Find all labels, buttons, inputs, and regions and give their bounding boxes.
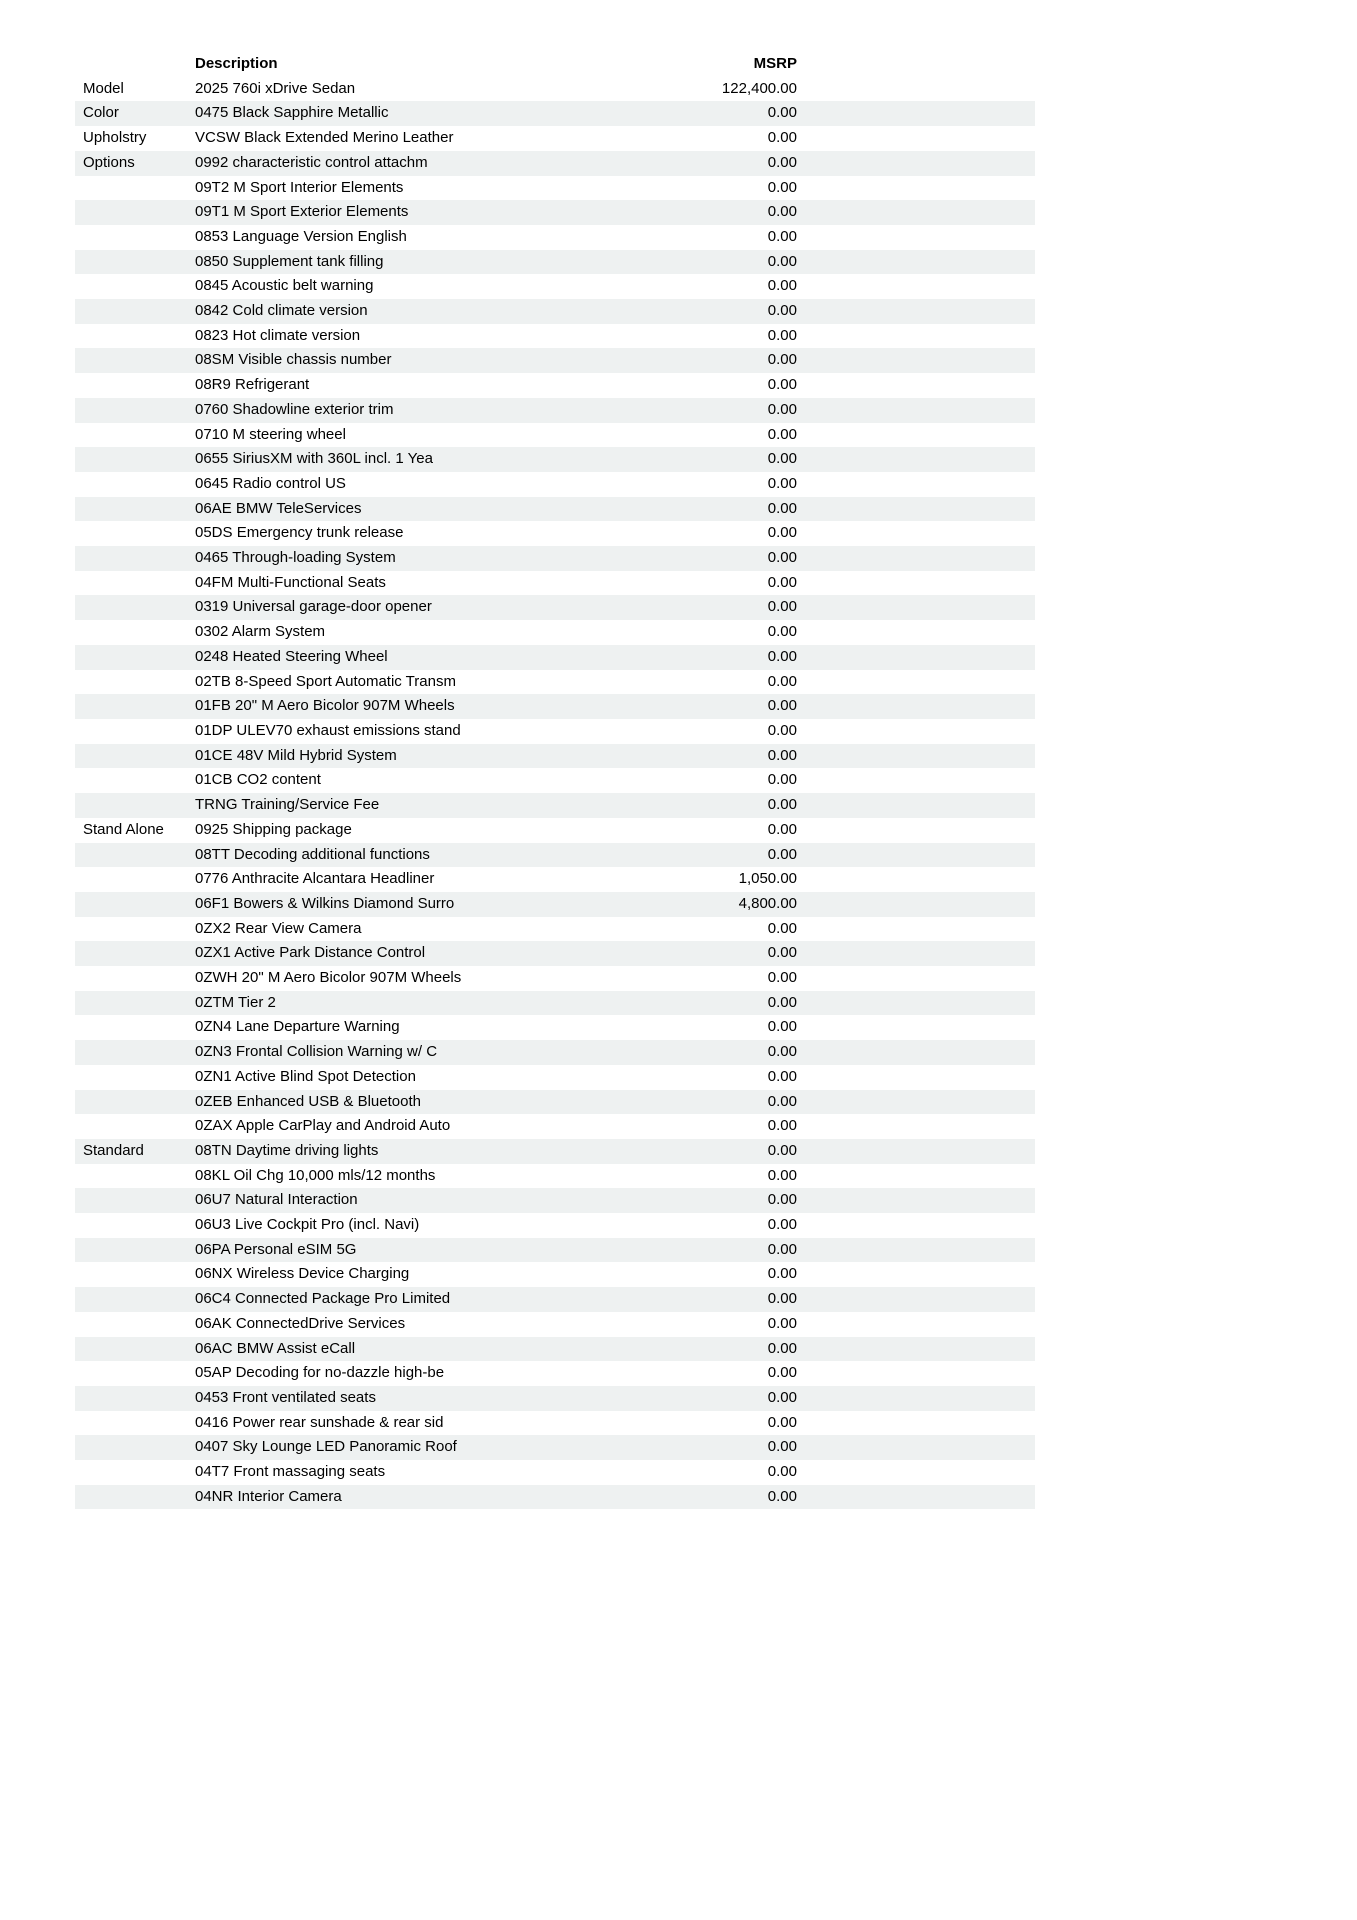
- msrp-cell: 0.00: [767, 1018, 797, 1036]
- category-cell: [75, 497, 195, 522]
- description-cell: TRNG Training/Service Fee: [195, 796, 380, 814]
- msrp-cell: 0.00: [767, 598, 797, 616]
- category-cell: [75, 694, 195, 719]
- description-cell: 02TB 8-Speed Sport Automatic Transm: [195, 672, 456, 690]
- table-row: [75, 324, 1035, 349]
- category-cell: [75, 1312, 195, 1337]
- row-spacer-cell: [797, 250, 1035, 275]
- category-cell: [75, 917, 195, 942]
- table-row: [75, 768, 1035, 793]
- row-spacer-cell: [797, 348, 1035, 373]
- description-cell: 0ZTM Tier 2: [195, 993, 276, 1011]
- table-row: [75, 1411, 1035, 1436]
- msrp-cell: 0.00: [767, 1265, 797, 1283]
- description-cell: 08KL Oil Chg 10,000 mls/12 months: [195, 1166, 436, 1184]
- row-spacer-cell: [797, 768, 1035, 793]
- table-row: [75, 892, 1035, 917]
- row-spacer-cell: [797, 200, 1035, 225]
- description-cell: 04NR Interior Camera: [195, 1487, 342, 1505]
- row-spacer-cell: [797, 299, 1035, 324]
- description-cell: 06U3 Live Cockpit Pro (incl. Navi): [195, 1216, 420, 1234]
- msrp-cell: 0.00: [767, 746, 797, 764]
- msrp-cell: 0.00: [767, 351, 797, 369]
- category-cell: [75, 645, 195, 670]
- row-spacer-cell: [797, 941, 1035, 966]
- category-cell: [75, 1188, 195, 1213]
- category-cell: [75, 398, 195, 423]
- msrp-cell: 0.00: [767, 1314, 797, 1332]
- msrp-cell: 0.00: [767, 203, 797, 221]
- category-cell: [75, 1485, 195, 1510]
- description-cell: 0853 Language Version English: [195, 227, 407, 245]
- row-spacer-cell: [797, 472, 1035, 497]
- row-spacer-cell: [797, 225, 1035, 250]
- category-cell: [75, 670, 195, 695]
- table-row: [75, 991, 1035, 1016]
- category-cell: [75, 1015, 195, 1040]
- category-cell: [75, 1337, 195, 1362]
- msrp-cell: 0.00: [767, 302, 797, 320]
- description-cell: 0925 Shipping package: [195, 820, 352, 838]
- row-spacer-cell: [797, 398, 1035, 423]
- category-cell: [75, 472, 195, 497]
- description-cell: 0ZN1 Active Blind Spot Detection: [195, 1067, 416, 1085]
- category-cell: Options: [83, 153, 135, 171]
- row-spacer-cell: [797, 694, 1035, 719]
- category-cell: Standard: [83, 1141, 144, 1159]
- row-spacer-cell: [797, 1312, 1035, 1337]
- table-row: [75, 966, 1035, 991]
- row-spacer-cell: [797, 1164, 1035, 1189]
- description-cell: 08R9 Refrigerant: [195, 376, 310, 394]
- msrp-cell: 0.00: [767, 499, 797, 517]
- description-cell: 0992 characteristic control attachm: [195, 153, 428, 171]
- row-spacer-cell: [797, 966, 1035, 991]
- msrp-cell: 0.00: [767, 1191, 797, 1209]
- table-row: [75, 176, 1035, 201]
- row-spacer-cell: [797, 1213, 1035, 1238]
- row-spacer-cell: [797, 1435, 1035, 1460]
- table-row: [75, 77, 1035, 102]
- table-row: [75, 571, 1035, 596]
- msrp-cell: 0.00: [767, 573, 797, 591]
- table-row: [75, 1114, 1035, 1139]
- msrp-cell: 122,400.00: [721, 79, 797, 97]
- msrp-cell: 0.00: [767, 1388, 797, 1406]
- category-cell: [75, 373, 195, 398]
- category-cell: [75, 843, 195, 868]
- table-row: [75, 1139, 1035, 1164]
- msrp-cell: 0.00: [767, 1166, 797, 1184]
- row-spacer-cell: [797, 1238, 1035, 1263]
- category-cell: [75, 1238, 195, 1263]
- msrp-cell: 0.00: [767, 474, 797, 492]
- description-column-header: Description: [195, 55, 278, 72]
- msrp-cell: 0.00: [767, 796, 797, 814]
- description-cell: 06U7 Natural Interaction: [195, 1191, 358, 1209]
- row-spacer-cell: [797, 1337, 1035, 1362]
- description-cell: 08TT Decoding additional functions: [195, 845, 430, 863]
- table-row: [75, 645, 1035, 670]
- table-row: [75, 1164, 1035, 1189]
- row-spacer-cell: [797, 867, 1035, 892]
- table-row: [75, 101, 1035, 126]
- description-cell: 0453 Front ventilated seats: [195, 1388, 376, 1406]
- category-cell: [75, 867, 195, 892]
- category-cell: [75, 348, 195, 373]
- msrp-cell: 0.00: [767, 400, 797, 418]
- category-cell: [75, 1411, 195, 1436]
- table-row: [75, 1188, 1035, 1213]
- msrp-cell: 0.00: [767, 1487, 797, 1505]
- table-row: [75, 447, 1035, 472]
- row-spacer-cell: [797, 571, 1035, 596]
- msrp-cell: 0.00: [767, 1463, 797, 1481]
- table-row: [75, 348, 1035, 373]
- table-row: [75, 1435, 1035, 1460]
- category-cell: [75, 324, 195, 349]
- description-cell: 06AK ConnectedDrive Services: [195, 1314, 406, 1332]
- msrp-cell: 0.00: [767, 549, 797, 567]
- description-cell: 0407 Sky Lounge LED Panoramic Roof: [195, 1438, 457, 1456]
- row-spacer-cell: [797, 151, 1035, 176]
- msrp-cell: 0.00: [767, 1240, 797, 1258]
- msrp-cell: 0.00: [767, 178, 797, 196]
- row-spacer-cell: [797, 546, 1035, 571]
- row-spacer-cell: [797, 892, 1035, 917]
- row-spacer-cell: [797, 1065, 1035, 1090]
- category-cell: [75, 521, 195, 546]
- msrp-cell: 0.00: [767, 1092, 797, 1110]
- category-cell: [75, 423, 195, 448]
- category-cell: [75, 1090, 195, 1115]
- table-row: [75, 1485, 1035, 1510]
- msrp-column-header: MSRP: [753, 55, 797, 72]
- msrp-cell: 0.00: [767, 721, 797, 739]
- description-cell: 0655 SiriusXM with 360L incl. 1 Yea: [195, 450, 433, 468]
- msrp-cell: 0.00: [767, 771, 797, 789]
- row-spacer-cell: [797, 991, 1035, 1016]
- msrp-cell: 0.00: [767, 252, 797, 270]
- msrp-cell: 0.00: [767, 944, 797, 962]
- table-row: [75, 843, 1035, 868]
- row-spacer-cell: [797, 818, 1035, 843]
- category-cell: [75, 744, 195, 769]
- description-cell: 0760 Shadowline exterior trim: [195, 400, 394, 418]
- msrp-cell: 0.00: [767, 1216, 797, 1234]
- msrp-cell: 0.00: [767, 697, 797, 715]
- description-cell: 06PA Personal eSIM 5G: [195, 1240, 357, 1258]
- category-cell: [75, 546, 195, 571]
- table-row: [75, 497, 1035, 522]
- row-spacer-cell: [797, 1262, 1035, 1287]
- table-row: [75, 744, 1035, 769]
- description-cell: 0302 Alarm System: [195, 623, 326, 641]
- category-cell: [75, 1040, 195, 1065]
- table-row: [75, 694, 1035, 719]
- row-spacer-cell: [797, 843, 1035, 868]
- table-row: [75, 1386, 1035, 1411]
- row-spacer-cell: [797, 373, 1035, 398]
- table-row: [75, 274, 1035, 299]
- msrp-cell: 0.00: [767, 524, 797, 542]
- table-row: [75, 793, 1035, 818]
- category-cell: [75, 966, 195, 991]
- description-cell: 0823 Hot climate version: [195, 326, 361, 344]
- table-row: [75, 423, 1035, 448]
- row-spacer-cell: [797, 77, 1035, 102]
- header-spacer-cell: [797, 52, 1035, 77]
- msrp-cell: 1,050.00: [738, 870, 797, 888]
- row-spacer-cell: [797, 1411, 1035, 1436]
- description-cell: 0710 M steering wheel: [195, 425, 346, 443]
- table-row: [75, 1361, 1035, 1386]
- description-cell: 0ZX2 Rear View Camera: [195, 919, 362, 937]
- row-spacer-cell: [797, 423, 1035, 448]
- msrp-cell: 0.00: [767, 277, 797, 295]
- category-cell: [75, 1361, 195, 1386]
- msrp-cell: 0.00: [767, 153, 797, 171]
- category-cell: Model: [83, 79, 124, 97]
- category-cell: Color: [83, 104, 119, 122]
- category-cell: [75, 1386, 195, 1411]
- msrp-cell: 0.00: [767, 919, 797, 937]
- category-cell: [75, 274, 195, 299]
- description-cell: 06AE BMW TeleServices: [195, 499, 362, 517]
- description-cell: 01CE 48V Mild Hybrid System: [195, 746, 397, 764]
- msrp-cell: 0.00: [767, 1067, 797, 1085]
- description-cell: 0475 Black Sapphire Metallic: [195, 104, 389, 122]
- table-header-row: [75, 52, 1035, 77]
- row-spacer-cell: [797, 447, 1035, 472]
- description-cell: 0ZWH 20" M Aero Bicolor 907M Wheels: [195, 969, 462, 987]
- category-cell: [75, 1435, 195, 1460]
- category-cell: [75, 1287, 195, 1312]
- description-cell: 01DP ULEV70 exhaust emissions stand: [195, 721, 461, 739]
- description-cell: 0319 Universal garage-door opener: [195, 598, 432, 616]
- category-cell: Upholstry: [83, 129, 147, 147]
- table-row: [75, 941, 1035, 966]
- table-row: [75, 1040, 1035, 1065]
- table-row: [75, 398, 1035, 423]
- row-spacer-cell: [797, 744, 1035, 769]
- category-cell: [75, 1460, 195, 1485]
- description-cell: 08TN Daytime driving lights: [195, 1141, 379, 1159]
- description-cell: 0465 Through-loading System: [195, 549, 396, 567]
- row-spacer-cell: [797, 497, 1035, 522]
- category-cell: [75, 1262, 195, 1287]
- description-cell: 01FB 20" M Aero Bicolor 907M Wheels: [195, 697, 455, 715]
- description-cell: 2025 760i xDrive Sedan: [195, 79, 356, 97]
- row-spacer-cell: [797, 101, 1035, 126]
- table-row: [75, 225, 1035, 250]
- msrp-cell: 0.00: [767, 623, 797, 641]
- description-cell: 0850 Supplement tank filling: [195, 252, 384, 270]
- category-cell: [75, 991, 195, 1016]
- row-spacer-cell: [797, 719, 1035, 744]
- table-row: [75, 1262, 1035, 1287]
- description-cell: 09T1 M Sport Exterior Elements: [195, 203, 409, 221]
- row-spacer-cell: [797, 1015, 1035, 1040]
- msrp-cell: 0.00: [767, 1438, 797, 1456]
- msrp-cell: 0.00: [767, 1141, 797, 1159]
- table-row: [75, 917, 1035, 942]
- description-cell: VCSW Black Extended Merino Leather: [195, 129, 454, 147]
- row-spacer-cell: [797, 595, 1035, 620]
- category-cell: [75, 941, 195, 966]
- table-row: [75, 818, 1035, 843]
- category-cell: Stand Alone: [83, 820, 164, 838]
- row-spacer-cell: [797, 1386, 1035, 1411]
- table-row: [75, 1312, 1035, 1337]
- table-row: [75, 1065, 1035, 1090]
- table-row: [75, 1213, 1035, 1238]
- description-cell: 0ZX1 Active Park Distance Control: [195, 944, 426, 962]
- msrp-cell: 0.00: [767, 227, 797, 245]
- category-cell: [75, 225, 195, 250]
- description-cell: 06NX Wireless Device Charging: [195, 1265, 410, 1283]
- description-cell: 0ZAX Apple CarPlay and Android Auto: [195, 1117, 451, 1135]
- table-body: [75, 77, 1035, 1510]
- row-spacer-cell: [797, 793, 1035, 818]
- table-row: [75, 151, 1035, 176]
- msrp-cell: 0.00: [767, 820, 797, 838]
- msrp-cell: 0.00: [767, 969, 797, 987]
- description-cell: 0416 Power rear sunshade & rear sid: [195, 1413, 444, 1431]
- row-spacer-cell: [797, 645, 1035, 670]
- table-row: [75, 373, 1035, 398]
- table-row: [75, 1090, 1035, 1115]
- msrp-cell: 0.00: [767, 845, 797, 863]
- category-cell: [75, 299, 195, 324]
- description-cell: 06AC BMW Assist eCall: [195, 1339, 356, 1357]
- description-cell: 09T2 M Sport Interior Elements: [195, 178, 404, 196]
- msrp-cell: 0.00: [767, 1413, 797, 1431]
- description-cell: 0776 Anthracite Alcantara Headliner: [195, 870, 435, 888]
- category-cell: [75, 768, 195, 793]
- table-row: [75, 1287, 1035, 1312]
- row-spacer-cell: [797, 620, 1035, 645]
- description-cell: 06C4 Connected Package Pro Limited: [195, 1290, 451, 1308]
- description-cell: 0842 Cold climate version: [195, 302, 368, 320]
- category-cell: [75, 595, 195, 620]
- description-cell: 04T7 Front massaging seats: [195, 1463, 386, 1481]
- row-spacer-cell: [797, 1287, 1035, 1312]
- msrp-cell: 0.00: [767, 425, 797, 443]
- category-cell: [75, 1114, 195, 1139]
- description-cell: 0248 Heated Steering Wheel: [195, 647, 388, 665]
- description-cell: 0845 Acoustic belt warning: [195, 277, 374, 295]
- category-cell: [75, 200, 195, 225]
- msrp-cell: 0.00: [767, 326, 797, 344]
- table-row: [75, 1015, 1035, 1040]
- row-spacer-cell: [797, 1485, 1035, 1510]
- description-cell: 01CB CO2 content: [195, 771, 321, 789]
- description-cell: 06F1 Bowers & Wilkins Diamond Surro: [195, 894, 455, 912]
- category-cell: [75, 620, 195, 645]
- row-spacer-cell: [797, 1188, 1035, 1213]
- category-cell: [75, 571, 195, 596]
- msrp-cell: 4,800.00: [738, 894, 797, 912]
- msrp-cell: 0.00: [767, 376, 797, 394]
- row-spacer-cell: [797, 176, 1035, 201]
- description-cell: 0ZN4 Lane Departure Warning: [195, 1018, 400, 1036]
- table-row: [75, 670, 1035, 695]
- category-cell: [75, 719, 195, 744]
- table-row: [75, 200, 1035, 225]
- msrp-cell: 0.00: [767, 993, 797, 1011]
- row-spacer-cell: [797, 1460, 1035, 1485]
- msrp-cell: 0.00: [767, 104, 797, 122]
- row-spacer-cell: [797, 917, 1035, 942]
- category-cell: [75, 1213, 195, 1238]
- category-cell: [75, 176, 195, 201]
- category-cell: [75, 250, 195, 275]
- table-row: [75, 472, 1035, 497]
- row-spacer-cell: [797, 521, 1035, 546]
- table-row: [75, 1337, 1035, 1362]
- msrp-cell: 0.00: [767, 1339, 797, 1357]
- row-spacer-cell: [797, 1090, 1035, 1115]
- table-row: [75, 299, 1035, 324]
- row-spacer-cell: [797, 1040, 1035, 1065]
- table-row: [75, 620, 1035, 645]
- description-cell: 0ZN3 Frontal Collision Warning w/ C: [195, 1043, 438, 1061]
- options-table: [75, 52, 1035, 1509]
- description-cell: 05DS Emergency trunk release: [195, 524, 404, 542]
- table-row: [75, 126, 1035, 151]
- row-spacer-cell: [797, 1139, 1035, 1164]
- table-row: [75, 546, 1035, 571]
- row-spacer-cell: [797, 670, 1035, 695]
- description-cell: 0ZEB Enhanced USB & Bluetooth: [195, 1092, 421, 1110]
- description-cell: 05AP Decoding for no-dazzle high-be: [195, 1364, 445, 1382]
- category-cell: [75, 892, 195, 917]
- msrp-cell: 0.00: [767, 450, 797, 468]
- row-spacer-cell: [797, 1361, 1035, 1386]
- msrp-cell: 0.00: [767, 1117, 797, 1135]
- description-cell: 08SM Visible chassis number: [195, 351, 392, 369]
- description-cell: 0645 Radio control US: [195, 474, 346, 492]
- category-cell: [75, 1164, 195, 1189]
- category-column-header: [75, 52, 195, 77]
- table-row: [75, 719, 1035, 744]
- msrp-cell: 0.00: [767, 672, 797, 690]
- category-cell: [75, 447, 195, 472]
- row-spacer-cell: [797, 126, 1035, 151]
- row-spacer-cell: [797, 274, 1035, 299]
- msrp-cell: 0.00: [767, 1043, 797, 1061]
- msrp-cell: 0.00: [767, 129, 797, 147]
- msrp-cell: 0.00: [767, 1364, 797, 1382]
- row-spacer-cell: [797, 324, 1035, 349]
- table-row: [75, 1460, 1035, 1485]
- msrp-cell: 0.00: [767, 647, 797, 665]
- category-cell: [75, 793, 195, 818]
- table-row: [75, 867, 1035, 892]
- table-row: [75, 1238, 1035, 1263]
- row-spacer-cell: [797, 1114, 1035, 1139]
- category-cell: [75, 1065, 195, 1090]
- msrp-cell: 0.00: [767, 1290, 797, 1308]
- table-row: [75, 595, 1035, 620]
- table-row: [75, 521, 1035, 546]
- description-cell: 04FM Multi-Functional Seats: [195, 573, 386, 591]
- table-row: [75, 250, 1035, 275]
